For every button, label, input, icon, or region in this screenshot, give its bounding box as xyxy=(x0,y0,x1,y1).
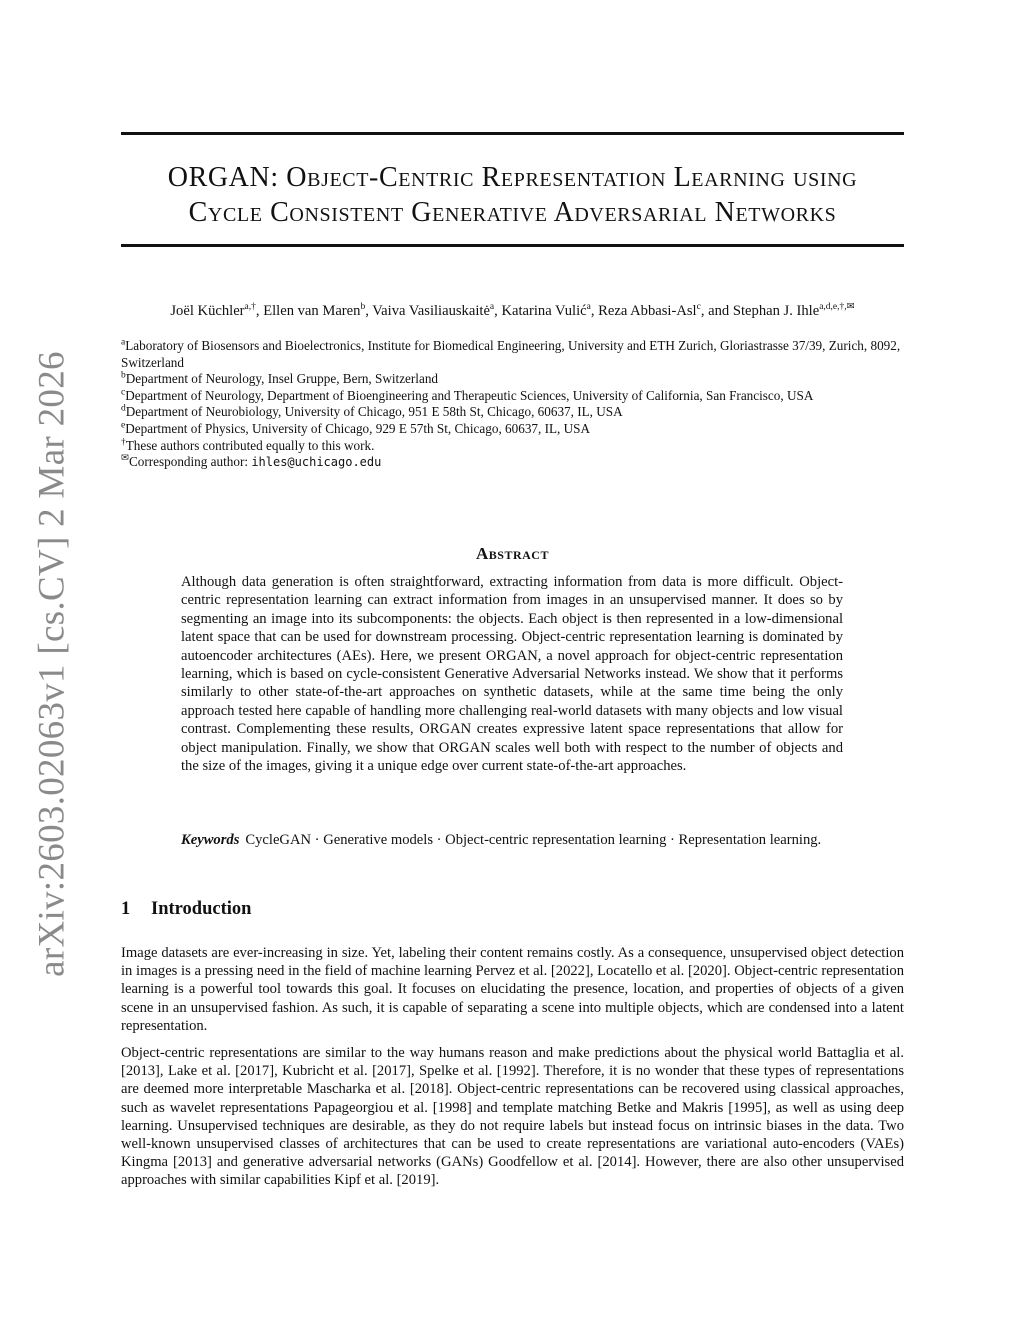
author-name: Joël Küchler xyxy=(170,303,245,319)
affiliation-item xyxy=(121,338,911,371)
author-affiliation-mark: a,d,e,†,✉ xyxy=(819,302,855,313)
affiliation-text: Department of Neurobiology, University of Chicago, 951 E 58th St, Chicago, 60637, IL, USA xyxy=(125,404,623,420)
abstract-text: Although data generation is often straightforward, extracting information from data is more difficult. Object-centric representation learning can extract information from images in an unsupervised manner. It does so by segmenting an image into its subcomponents: the objects. Each object is then represented in a low-dimensional latent space that can be used for downstream processing. Object-centric representation learning is dominated by autoencoder architectures (AEs). Here, we present ORGAN, a novel approach for object-centric representation learning, which is based on cycle-consistent Generative Adversarial Networks instead. We show that it performs similarly to other state-of-the-art approaches on synthetic datasets, while at the same time being the only approach tested here capable of handling more challenging real-world datasets with many objects and low visual contrast. Complementing these results, ORGAN creates expressive latent space representations that allow for object manipulation. Finally, we show that ORGAN scales well both with respect to the number of objects and the size of the images, giving it a unique edge over current state-of-the-art approaches. xyxy=(181,574,843,775)
affiliation-item xyxy=(121,404,911,421)
affiliation-text: Laboratory of Biosensors and Bioelectronics, Institute for Biomedical Engineering, University and ETH Zurich, Gloriastrasse 37/39, Zurich, 8092, Switzerland xyxy=(121,338,901,370)
mail-icon: ✉ xyxy=(121,453,129,464)
corresponding-author-label: Corresponding author: xyxy=(128,454,252,470)
corresponding-author xyxy=(121,454,911,471)
affiliation-item xyxy=(121,438,911,455)
author-name: Stephan J. Ihle xyxy=(732,303,820,319)
author-conjunction: and xyxy=(708,303,730,319)
title-rule-top xyxy=(121,132,904,135)
introduction-paragraph-1: Image datasets are ever-increasing in size. Yet, labeling their content remains costly. As a consequence, unsupervised object detection in images is a pressing need in the field of machine learning Pervez et al. [2022], Locatello et al. [2020]. Object-centric representation learning is a powerful tool towards this goal. It focuses on elucidating the presence, location, and properties of objects of a given scene in an unsupervised fashion. As such, it is capable of separating a scene into multiple objects, which are condensed into a latent representation. xyxy=(121,945,904,1034)
keywords-label: Keywords xyxy=(181,832,240,848)
affiliation-text: Department of Neurology, Insel Gruppe, Bern, Switzerland xyxy=(125,371,439,387)
section-heading-introduction xyxy=(121,899,251,920)
corresponding-author-email[interactable]: ihles@uchicago.edu xyxy=(251,455,382,470)
affiliation-text: Department of Physics, University of Chicago, 929 E 57th St, Chicago, 60637, IL, USA xyxy=(125,420,591,436)
affiliation-mark: a xyxy=(121,337,126,348)
section-number: 1 xyxy=(121,899,131,919)
author-affiliation-mark: a,† xyxy=(244,302,256,313)
affiliation-item xyxy=(121,421,911,438)
author-name: Reza Abbasi-Asl xyxy=(598,303,697,319)
affiliation-text: Department of Neurology, Department of Bioengineering and Therapeutic Sciences, University of California, San Francisco, USA xyxy=(125,387,814,403)
author-affiliation-mark: a xyxy=(586,302,591,313)
author-name: Vaiva Vasiliauskaitė xyxy=(372,303,490,319)
affiliation-list xyxy=(121,338,911,471)
author-list: Joël Küchler$^{a,\dagger}$, Ellen van Maren$^b$, Vaiva Vasiliauskaitė$^a$, Katarina Vulić$^a$, Reza Abbasi-Asl$^c$, and Stephan J. Ihle$^{a,d,e,\dagger,✉}$ xyxy=(170,302,855,319)
paper-title xyxy=(121,160,904,230)
author-affiliation-mark: a xyxy=(489,302,495,313)
keywords-text: CycleGAN · Generative models · Object-centric representation learning · Representation learning. xyxy=(245,832,822,848)
introduction-paragraph-2: Object-centric representations are similar to the way humans reason and make predictions about the physical world Battaglia et al. [2013], Lake et al. [2017], Kubricht et al. [2017], Spelke et al. [1992]. Therefore, it is no wonder that these types of representations are deemed more interpretable Mascharka et al. [2018]. Object-centric representations can be recovered using classical approaches, such as wavelet representations Papageorgiou et al. [1998] and template matching Betke and Makris [1995], as well as using deep learning. Unsupervised techniques are desirable, as they do not require labels but instead focus on intrinsic biases in the data. Two well-known unsupervised classes of architectures that can be used to create representations are variational auto-encoders (VAEs) Kingma [2013] and generative adversarial networks (GANs) Goodfellow et al. [2014]. However, there are also other unsupervised approaches with similar capabilities Kipf et al. [2019]. xyxy=(121,1045,904,1189)
title-rule-bottom xyxy=(121,244,904,247)
abstract-heading: Abstract xyxy=(476,544,549,563)
paper-title-line-2: Cycle Consistent Generative Adversarial Networks xyxy=(188,197,837,228)
affiliation-mark: d xyxy=(121,403,126,414)
section-title: Introduction xyxy=(151,899,252,919)
author-affiliation-mark: c xyxy=(696,302,701,313)
affiliation-mark: b xyxy=(121,370,126,381)
affiliation-mark: e xyxy=(121,420,126,431)
keywords xyxy=(181,831,843,849)
arxiv-identifier-stamp: arXiv:2603.02063v1 [cs.CV] 2 Mar 2026 xyxy=(31,351,73,977)
affiliation-item xyxy=(121,388,911,405)
affiliation-mark: † xyxy=(121,437,126,448)
author-name: Katarina Vulić xyxy=(501,303,587,319)
author-name: Ellen van Maren xyxy=(263,303,361,319)
paper-title-line-1: ORGAN: Object-Centric Representation Learning using xyxy=(167,162,858,193)
author-affiliation-mark: b xyxy=(360,302,366,313)
affiliation-mark: c xyxy=(121,387,126,398)
affiliation-text: These authors contributed equally to this work. xyxy=(125,437,375,453)
affiliation-item xyxy=(121,371,911,388)
